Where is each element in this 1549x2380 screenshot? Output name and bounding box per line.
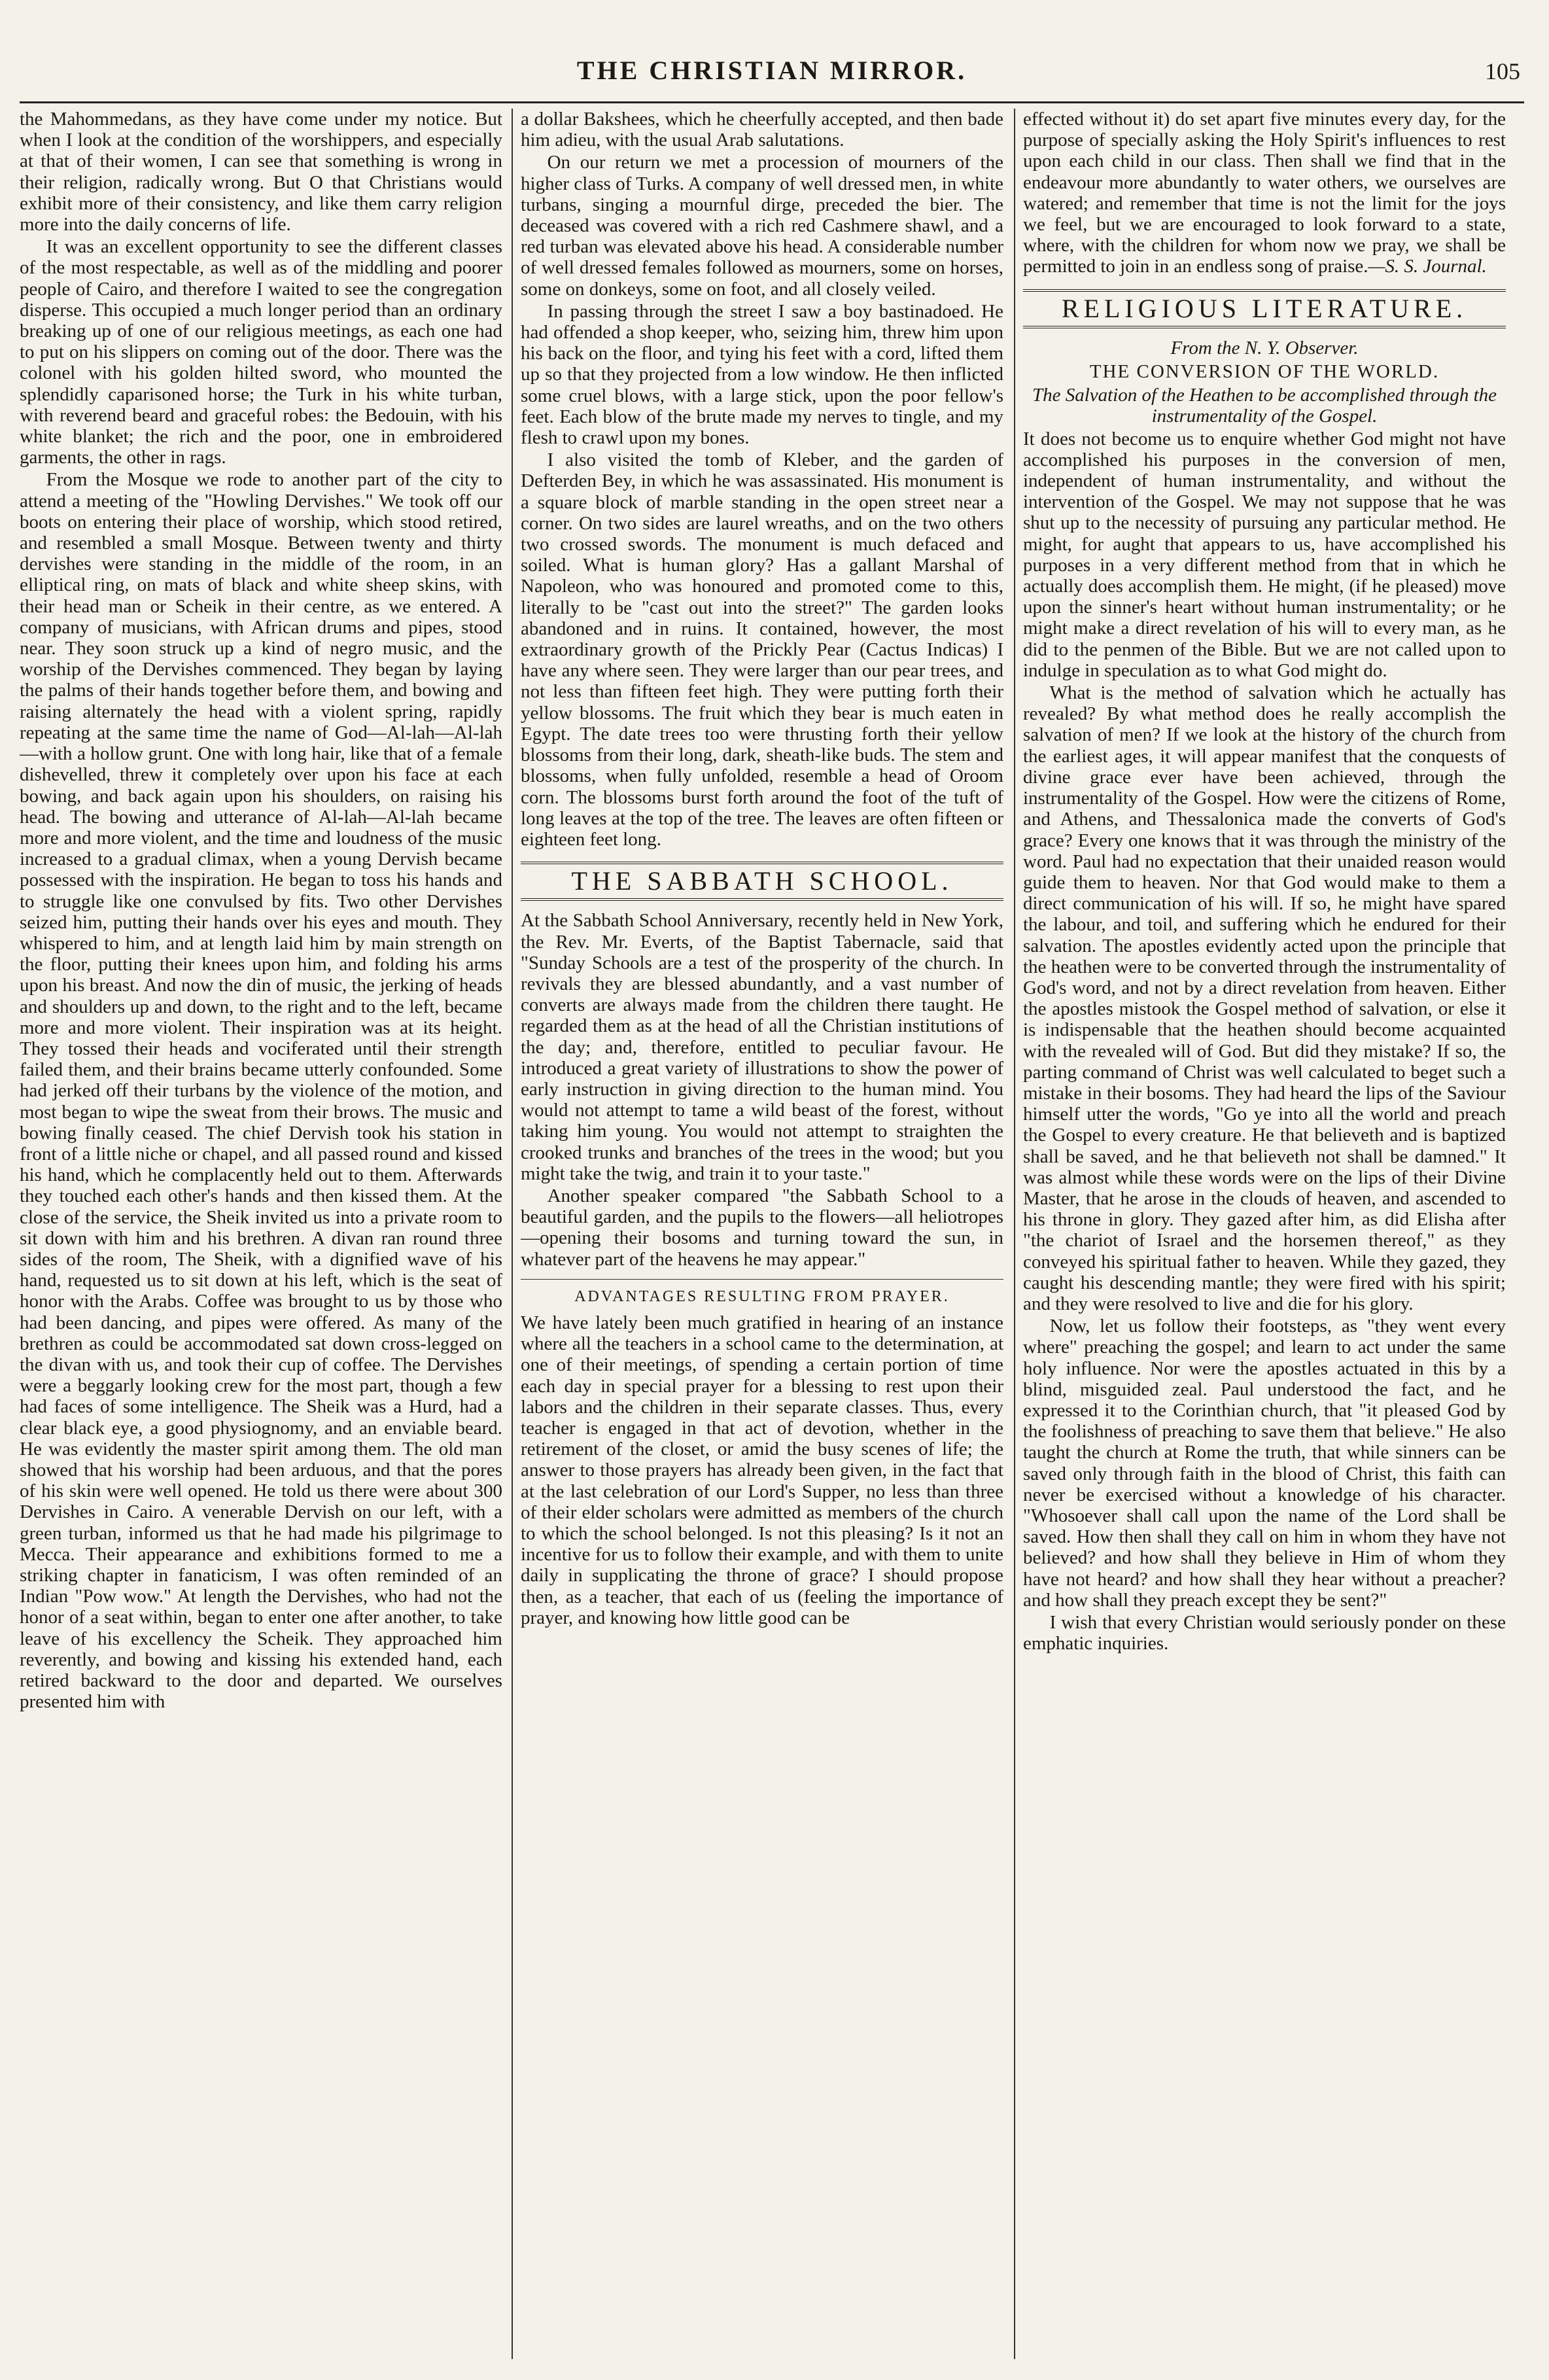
article-paragraph: Now, let us follow their footsteps, as "they went every where" preaching the gospel; and learn to act under the same holy influence. Nor were the apostles actuated in this by a blind, misguided zeal. Paul understood the fact, and he expressed it to the Corinthian church, that "it pleased God by the foolishness of preaching to save them that believe." He also taught the church at Rome the truth, that while sinners can be saved only through faith in the blood of Christ, this faith can never be exercised without a knowledge of his character. "Whosoever shall call upon the name of the Lord shall be saved. How then shall they call on him in whom they have not believed? and how shall they believe in Him of whom they have not heard? and how shall they hear without a preacher? and how shall they preach except they be sent?" [1023, 1316, 1506, 1611]
article-paragraph: It was an excellent opportunity to see the different classes of the most respectable, as well as of the middling and poorer people of Cairo, and therefore I waited to see the congregation disperse. This occupied a much longer period than an ordinary breaking up of one of our religious meetings, as each one had to put on his slippers on coming out of the door. There was the colonel with his golden hilted sword, who mounted the splendidly caparisoned horse; the Turk in his white turban, with reverend beard and graceful robes: the Bedouin, with his white blanket; the rich and the poor, one in embroidered garments, the other in rags. [20, 236, 502, 468]
article-paragraph: On our return we met a procession of mourners of the higher class of Turks. A company of well dressed men, in white turbans, singing a mournful dirge, preceded the bier. The deceased was covered with a rich red Cashmere shawl, and a red turban was elevated above his head. A considerable number of well dressed females followed as mourners, some on horses, some on donkeys, some on foot, and all closely veiled. [521, 152, 1003, 300]
article-paragraph: What is the method of salvation which he actually has revealed? By what method does he really accomplish the salvation of men? If we look at the history of the church from the earliest ages, it will appear manifest that the conquests of divine grace ever have been achieved, through the instrumentality of the Gospel. How were the citizens of Rome, and Athens, and Thessalonica made the converts of God's grace? Every one knows that it was through the ministry of the word. Paul had no expectation that their unaided reason would guide them to heaven. Nor that God would make to them a direct communication of his will. If so, he might have spared the labour, and toil, and suffering which he endured for their salvation. The apostles evidently acted upon the principle that the heathen were to be converted through the instrumentality of God's word, and not by a direct revelation from heaven. Either the apostles mistook the Gospel method of salvation, or else it is indispensable that the heathen should become acquainted with the revealed will of God. But did they mistake? If so, the parting command of Christ was well calculated to beget such a mistake in their bosoms. They had heard the lips of the Saviour himself utter the words, "Go ye into all the world and preach the Gospel to every creature. He that believeth and is baptized shall be saved, and he that believeth not shall be damned." It was almost while these words were on the lips of their Divine Master, that he arose in the clouds of heaven, and ascended to his throne in glory. They gazed after him, as did Elisha after "the chariot of Israel and the horsemen thereof," as they conveyed his spiritual father to heaven. While they gazed, they caught his descending mantle; they were fired with his spirit; and they were resolved to live and die for his glory. [1023, 682, 1506, 1314]
article-paragraph: I wish that every Christian would seriously ponder on these emphatic inquiries. [1023, 1612, 1506, 1654]
column-divider [1014, 109, 1015, 2359]
section-heading-religious-literature: RELIGIOUS LITERATURE. [1023, 289, 1506, 328]
article-paragraph [1023, 109, 1506, 277]
subheading-prayer: ADVANTAGES RESULTING FROM PRAYER. [521, 1279, 1003, 1307]
masthead-rule [20, 101, 1524, 103]
article-title: THE CONVERSION OF THE WORLD. [1089, 361, 1440, 383]
page-number: 105 [1485, 58, 1520, 84]
column-1 [20, 109, 502, 2359]
article-paragraph: It does not become us to enquire whether God might not have accomplished his purposes in the conversion of men, independent of human instrumentality, and without the intervention of the Gospel. We may not suppose that he was shut up to the necessity of pursuing any particular method. He might, for aught that appears to us, have accomplished his purposes in a very different method from that in which he actually does accomplish them. He might, (if he pleased) move upon the sinner's heart without human instrumentality; or he might make a direct revelation of his will to every man, as he did to the penmen of the Bible. But we are not called upon to indulge in speculation as to what God might do. [1023, 428, 1506, 681]
article-paragraph: We have lately been much gratified in hearing of an instance where all the teachers in a school came to the determination, at one of their meetings, of spending a certain portion of time each day in special prayer for a blessing to rest upon their labors and the children in their separate classes. Thus, every teacher is engaged in that act of devotion, whether in the retirement of the closet, or amid the busy scenes of life; the answer to those prayers has already been given, in the fact that at the last celebration of our Lord's Supper, no less than three of their elder scholars were admitted as members of the church to which the school belonged. Is not this pleasing? Is it not an incentive for us to follow their example, and with them to unite daily in supplicating the throne of grace? I should propose then, as a teacher, that each of us (feeling the importance of prayer, and knowing how little good can be [521, 1312, 1003, 1628]
article-paragraph: Another speaker compared "the Sabbath School to a beautiful garden, and the pupils to the flowers—all heliotropes—opening their bosoms and turning toward the sun, in whatever part of the heavens he may appear." [521, 1185, 1003, 1270]
masthead [20, 52, 1524, 98]
article-subtitle: The Salvation of the Heathen to be accomplished through the instrumentality of the Gospel. [1032, 385, 1497, 427]
article-paragraph: the Mahommedans, as they have come under my notice. But when I look at the condition of the worshippers, and especially at that of their women, I can see that something is wrong in their religion, radically wrong. But O that Christians would exhibit more of their consistency, and like them carry religion more into the daily concerns of life. [20, 109, 502, 236]
article-paragraph: In passing through the street I saw a boy bastinadoed. He had offended a shop keeper, who, seizing him, threw him upon his back on the floor, and tying his feet with a cord, lifted them up so that they projected from a low window. He then inflicted some cruel blows, with a large stick, upon the poor fellow's feet. Each blow of the brute made my nerves to tingle, and my flesh to crawl upon my bones. [521, 300, 1003, 449]
source-line: From the N. Y. Observer. [1170, 337, 1359, 359]
article-paragraph: I also visited the tomb of Kleber, and the garden of Defterden Bey, in which he was assassinated. His monument is a square block of marble standing in the open street near a corner. On two sides are laurel wreaths, and on the two others two crossed swords. The monument is much defaced and soiled. What is human glory? Has a gallant Marshal of Napoleon, who was honoured and promoted come to this, literally to be "cast out into the street?" The garden looks abandoned and in ruins. It contained, however, the most extraordinary growth of the Prickly Pear (Cactus Indicas) I have any where seen. They were larger than our pear trees, and not less than fifteen feet high. They were putting forth their yellow blossoms. The fruit which they bear is much eaten in Egypt. The date trees too were thrusting forth their yellow blossoms from their long, dark, sheath-like buds. The stem and blossoms, when fully unfolded, resemble a head of Oroom corn. The blossoms burst forth around the foot of the tuft of long leaves at the top of the tree. The leaves are often fifteen or eighteen feet long. [521, 449, 1003, 850]
signature: —S. S. Journal. [1368, 256, 1487, 277]
article-paragraph: From the Mosque we rode to another part of the city to attend a meeting of the "Howling Dervishes." We took off our boots on entering their place of worship, which stood retired, and resembled a small Mosque. Between twenty and thirty dervishes were standing in the middle of the room, in an elliptical ring, on mats of black and white sheep skins, with their head man or Scheik in their centre, as we entered. A company of musicians, with African drums and pipes, stood near. They soon struck up a kind of negro music, and the worship of the Dervishes commenced. They began by laying the palms of their hands together before them, and bowing and raising alternately the head with a violent spring, rapidly repeating at the same time the name of God—Al-lah—Al-lah—with a hollow grunt. One with long hair, like that of a female dishevelled, threw it completely over upon his face at each bowing, and back again upon his shoulders, on raising his head. The bowing and utterance of Al-lah—Al-lah became more and more violent, and the time and loudness of the music increased to a gradual climax, when a young Dervish became possessed with the inspiration. He began to toss his hands and to struggle like one convulsed by fits. Two other Dervishes seized him, putting their hands over his eyes and mouth. They whispered to him, and at length laid him by main strength on the floor, putting their knees upon him, and folding his arms upon his breast. And now the din of music, the jerking of heads and shoulders up and down, to the right and to the left, became more and more violent. Their inspiration was at its height. They tossed their heads and vociferated until their strength failed them, and their brains became utterly confounded. Some had jerked off their turbans by the violence of the motion, and most began to wipe the sweat from their brows. The music and bowing finally ceased. The chief Dervish took his station in front of a little niche or chapel, and all passed round and kissed his hand, which he complacently held out to them. Afterwards they touched each other's hands and then kissed them. At the close of the service, the Sheik invited us into a private room to sit down with him and his brethren. A divan ran round three sides of the room, The Sheik, with a dignified wave of his hand, requested us to sit down at his left, which is the seat of honor with the Arabs. Coffee was brought to us by those who had been dancing, and pipes were offered. As many of the brethren as could be accommodated sat down cross-legged on the divan with us, and took their cup of coffee. The Dervishes were a beggarly looking crew for the most part, though a few had faces of some intelligence. The Sheik was a Hurd, had a clear black eye, a good physiognomy, and an enviable beard. He was evidently the master spirit among them. The old man showed that his worship had been arduous, and that the pores of his skin were well opened. He told us there were about 300 Dervishes in Cairo. A venerable Dervish on our left, with a green turban, informed us that he had made his pilgrimage to Mecca. Their appearance and exhibitions formed to me a striking chapter in fanaticism, I was often reminded of an Indian "Pow wow." At length the Dervishes, who had not the honor of a seat within, began to enter one after another, to take leave of his excellency the Scheik. They approached him reverently, and bowing and kissing his extended hand, each retired backward to the door and departed. We ourselves presented him with [20, 469, 502, 1713]
column-3 [1023, 109, 1506, 2359]
section-heading-sabbath-school: THE SABBATH SCHOOL. [521, 862, 1003, 901]
paragraph-text: effected without it) do set apart five minutes every day, for the purpose of specially asking the Holy Spirit's influences to rest upon each child in our class. Then shall we find that in the endeavour more abundantly to water others, we ourselves are watered; and remember that time is not the limit for the joys we feel, but we are encouraged to look forward to a state, where, with the children for whom now we pray, we shall be permitted to join in an endless song of praise. [1023, 109, 1506, 277]
article-paragraph: a dollar Bakshees, which he cheerfully accepted, and then bade him adieu, with the usual Arab salutations. [521, 109, 1003, 151]
column-divider [512, 109, 513, 2359]
masthead-title: THE CHRISTIAN MIRROR. [576, 56, 967, 85]
article-paragraph: At the Sabbath School Anniversary, recently held in New York, the Rev. Mr. Everts, of the Baptist Tabernacle, said that "Sunday Schools are a test of the prosperity of the church. In revivals they are blessed abundantly, and a vast number of converts are always made from the children there taught. He regarded them as at the head of all the Christian institutions of the day; and, therefore, entitled to peculiar favour. He introduced a great variety of illustrations to show the power of early instruction in giving direction to the human mind. You would not attempt to tame a wild beast of the forest, without taking him young. You would not attempt to straighten the crooked trunks and branches of the trees in the wood; but you might take the twig, and train it to your taste." [521, 910, 1003, 1184]
column-2 [521, 109, 1003, 2359]
